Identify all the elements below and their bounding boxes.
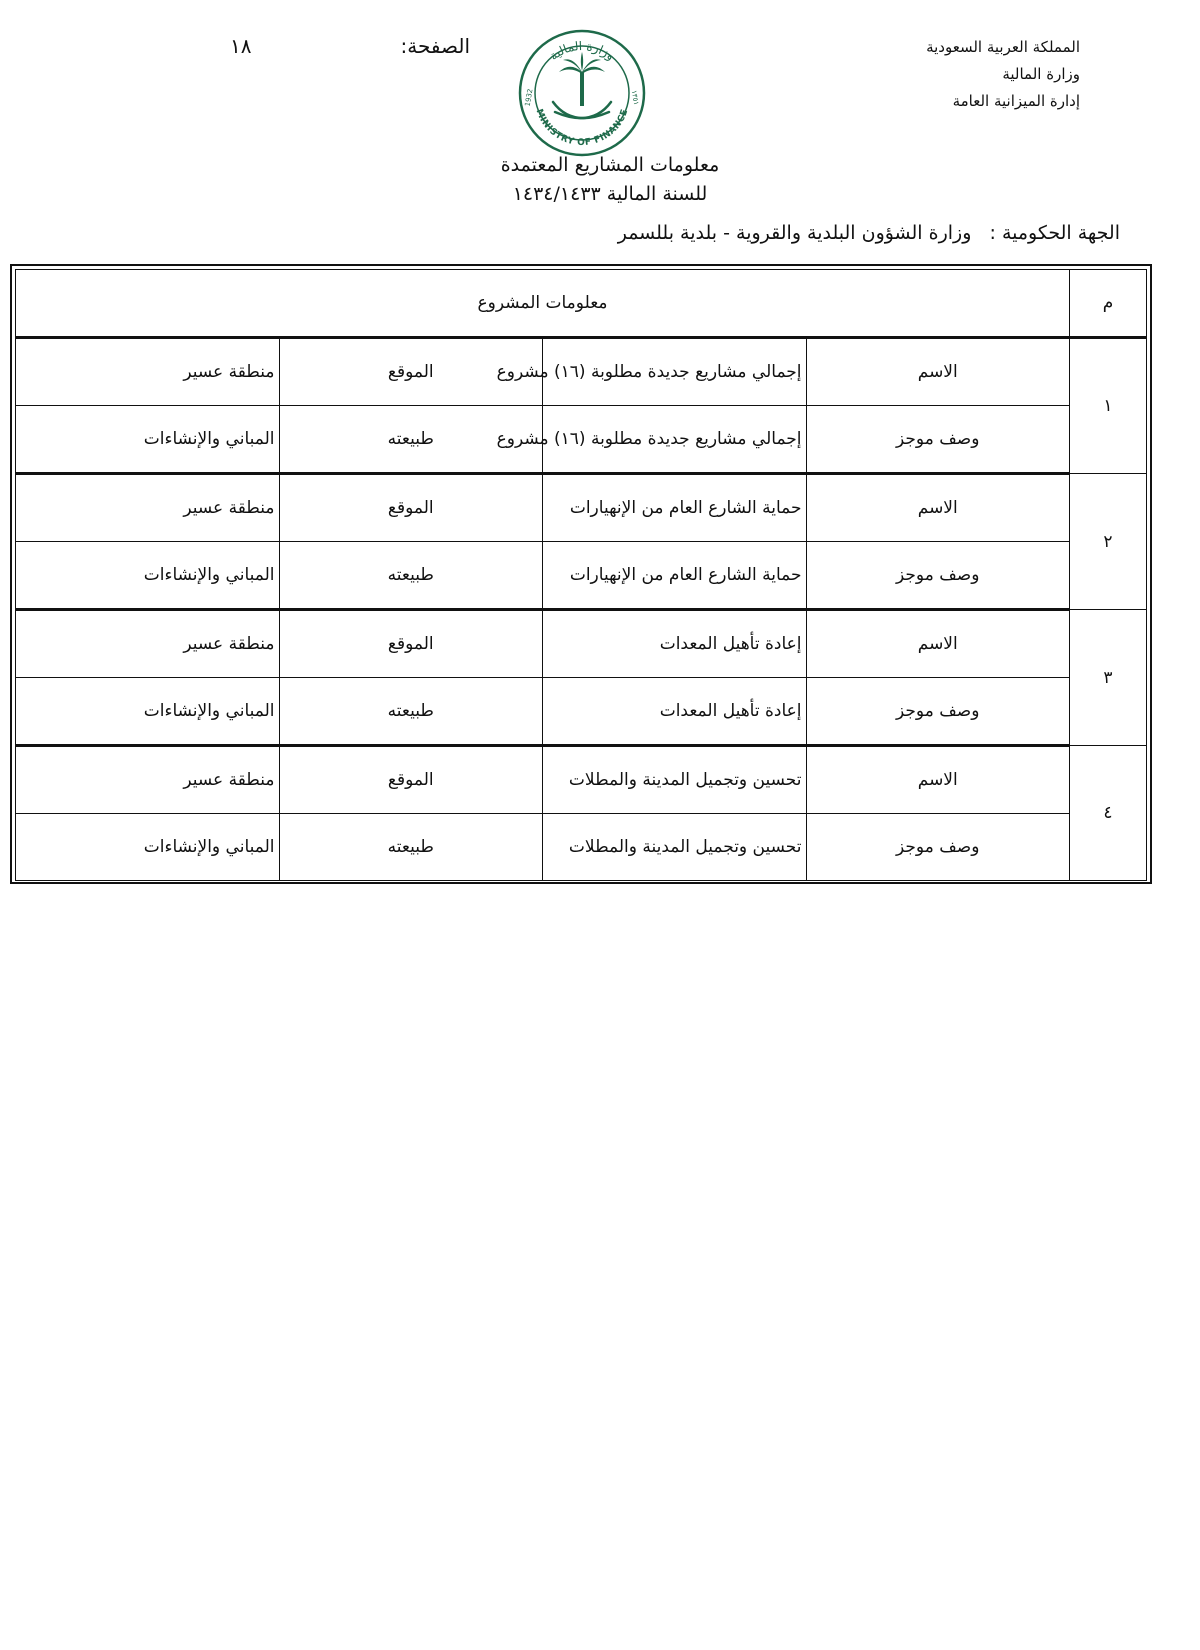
name-label: الاسم xyxy=(806,746,1070,814)
table-header-row xyxy=(16,270,1147,338)
table-row xyxy=(16,474,1147,542)
location-label: الموقع xyxy=(279,746,543,814)
project-description: حماية الشارع العام من الإنهيارات xyxy=(543,542,807,610)
nature-label: طبيعته xyxy=(279,814,543,881)
project-nature: المباني والإنشاءات xyxy=(16,542,280,610)
project-name: تحسين وتجميل المدينة والمطلات xyxy=(543,746,807,814)
description-label: وصف موجز xyxy=(806,406,1070,474)
table-row xyxy=(16,610,1147,678)
ministry-block xyxy=(926,34,1080,115)
project-index: ٣ xyxy=(1070,610,1147,746)
project-index: ٢ xyxy=(1070,474,1147,610)
department-name: إدارة الميزانية العامة xyxy=(952,92,1080,110)
name-label: الاسم xyxy=(806,474,1070,542)
description-label: وصف موجز xyxy=(806,814,1070,881)
project-location: منطقة عسير xyxy=(16,746,280,814)
project-index: ٤ xyxy=(1070,746,1147,881)
description-label: وصف موجز xyxy=(806,542,1070,610)
location-label: الموقع xyxy=(279,338,543,406)
svg-text:MINISTRY OF FINANCE xyxy=(534,108,631,148)
page-label: الصفحة: xyxy=(400,34,470,58)
name-label: الاسم xyxy=(806,610,1070,678)
table-row xyxy=(16,406,1147,474)
nature-label: طبيعته xyxy=(279,406,543,474)
table-row xyxy=(16,338,1147,406)
project-nature: المباني والإنشاءات xyxy=(16,814,280,881)
fiscal-year-subtitle: للسنة المالية ١٤٣٤/١٤٣٣ xyxy=(512,183,708,205)
page-number-block xyxy=(230,34,470,62)
entity-value: وزارة الشؤون البلدية والقروية - بلدية بللسمر xyxy=(617,222,972,244)
project-name: إعادة تأهيل المعدات xyxy=(543,610,807,678)
project-nature: المباني والإنشاءات xyxy=(16,406,280,474)
table-row xyxy=(16,814,1147,881)
document-title: معلومات المشاريع المعتمدة xyxy=(500,154,720,176)
location-label: الموقع xyxy=(279,610,543,678)
project-location: منطقة عسير xyxy=(16,474,280,542)
projects-table xyxy=(15,269,1147,881)
project-location: منطقة عسير xyxy=(16,338,280,406)
seal-arabic-text: وزارة المالية xyxy=(546,38,618,64)
page-number: ١٨ xyxy=(230,34,252,58)
name-label: الاسم xyxy=(806,338,1070,406)
seal-year-right: ١٣٥١ xyxy=(629,89,641,106)
table-row xyxy=(16,542,1147,610)
project-location: منطقة عسير xyxy=(16,610,280,678)
project-index: ١ xyxy=(1070,338,1147,474)
project-info-header: معلومات المشروع xyxy=(16,270,1070,338)
nature-label: طبيعته xyxy=(279,542,543,610)
location-label: الموقع xyxy=(279,474,543,542)
project-name: إجمالي مشاريع جديدة مطلوبة (١٦) مشروع xyxy=(543,338,807,406)
project-description: تحسين وتجميل المدينة والمطلات xyxy=(543,814,807,881)
projects-table-frame xyxy=(10,264,1152,884)
project-description: إجمالي مشاريع جديدة مطلوبة (١٦) مشروع xyxy=(543,406,807,474)
palm-tree-icon xyxy=(559,52,605,106)
table-row xyxy=(16,678,1147,746)
seal-year-left: 1932 xyxy=(523,88,535,108)
seal-english-text: MINISTRY OF FINANCE xyxy=(533,107,631,149)
project-nature: المباني والإنشاءات xyxy=(16,678,280,746)
description-label: وصف موجز xyxy=(806,678,1070,746)
country-name: المملكة العربية السعودية xyxy=(926,38,1080,56)
table-row xyxy=(16,746,1147,814)
project-description: إعادة تأهيل المعدات xyxy=(543,678,807,746)
government-entity xyxy=(618,222,1120,244)
ministry-of-finance-seal xyxy=(517,28,647,158)
project-name: حماية الشارع العام من الإنهيارات xyxy=(543,474,807,542)
nature-label: طبيعته xyxy=(279,678,543,746)
entity-label: الجهة الحكومية : xyxy=(989,222,1120,244)
ministry-name: وزارة المالية xyxy=(1002,65,1080,83)
index-column-header: م xyxy=(1070,270,1147,338)
